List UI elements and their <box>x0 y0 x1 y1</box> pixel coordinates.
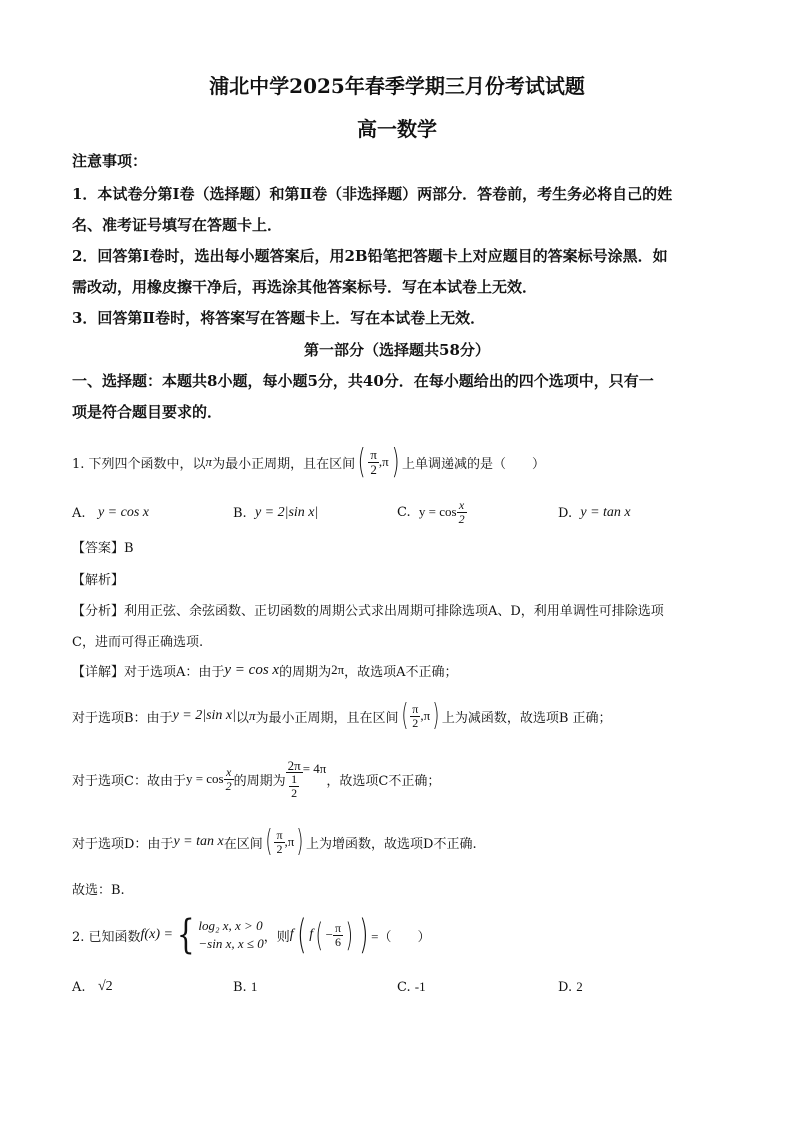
interval-fraction: $\frac{\pi}{2}$ <box>370 446 377 477</box>
q1-option-d: D. y = tan x <box>558 505 631 521</box>
section-instructions-cont: 项是符合题目要求的． <box>72 403 223 421</box>
notice-item-2-cont: 需改动，用橡皮擦干净后，再选涂其他答案标号．写在本试卷上无效． <box>72 278 538 296</box>
notice-item-2: 2．回答第Ⅰ卷时，选出每小题答案后，用2B铅笔把答题卡上对应题目的答案标号涂黑．如 <box>72 247 668 265</box>
q1-analysis-heading: 【解析】 <box>72 573 125 588</box>
q1-detail-d: 对于选项D：由于 y = tan x 在区间 ( $\frac{\pi}{2}$ ,π ) 上为增函数，故选项D不正确. <box>72 824 477 859</box>
q1-option-b: B. y = 2|sin x| <box>233 505 319 521</box>
piecewise-cases: log₂ x, x > 0 −sin x, x ≤ 0 <box>198 918 264 951</box>
q1-detail-c: 对于选项C：故由于 y = cos $\frac{x}{2}$ 的周期为 $\frac{2\pi}{\frac{1}{2}}$ = 4π ，故选项C不正确； <box>72 757 441 800</box>
q1-fenxi: 【分析】利用正弦、余弦函数、正切函数的周期公式求出周期可排除选项A、D，利用单调性可排除选项 <box>72 604 664 619</box>
q1-conclusion: 故选：B. <box>72 883 125 898</box>
notice-heading: 注意事项： <box>72 152 148 170</box>
question-2-stem: 2. 已知函数 f(x) = { log₂ x, x > 0 −sin x, x ≤ 0 ，则 f ( f ( − $\frac{\pi}{6}$ ) ) =（ ） <box>72 912 431 958</box>
subject-title: 高一数学 <box>357 117 437 141</box>
q2-option-a: A. √2 <box>72 979 113 995</box>
notice-item-1: 1．本试卷分第Ⅰ卷（选择题）和第Ⅱ卷（非选择题）两部分．答卷前，考生务必将自己的姓 <box>72 185 673 203</box>
q1-option-a: A. y = cos x <box>72 505 149 521</box>
q2-option-c: C. -1 <box>397 979 426 995</box>
part1-title: 第一部分（选择题共58分） <box>304 341 490 359</box>
q1-answer: 【答案】B <box>72 541 134 556</box>
notice-item-3: 3．回答第Ⅱ卷时，将答案写在答题卡上．写在本试卷上无效． <box>72 309 486 327</box>
q1-fenxi-cont: C，进而可得正确选项. <box>72 635 204 650</box>
exam-title: 浦北中学2025年春季学期三月份考试试题 <box>209 74 585 98</box>
q1-option-c: C. y = cos $\frac{x}{2}$ <box>397 497 465 526</box>
q1-detail-b: 对于选项B：由于 y = 2|sin x| 以 π 为最小正周期，且在区间 ( $\frac{\pi}{2}$ ,π ) 上为减函数，故选项B 正确； <box>72 698 612 733</box>
q1-detail-a: 【详解】对于选项A：由于 y = cos x 的周期为 2π ，故选项A不正确； <box>72 661 458 680</box>
q2-option-b: B. 1 <box>233 979 258 995</box>
question-1-stem: 1. 下列四个函数中，以 π 为最小正周期，且在区间 ( $\frac{\pi}{2}$ ,π ) 上单调递减的是（ ） <box>72 442 546 482</box>
q2-option-d: D. 2 <box>558 979 583 995</box>
notice-item-1-cont: 名、准考证号填写在答题卡上． <box>72 216 283 234</box>
section-instructions: 一、选择题：本题共8小题，每小题5分，共40分．在每小题给出的四个选项中，只有一 <box>72 372 654 390</box>
